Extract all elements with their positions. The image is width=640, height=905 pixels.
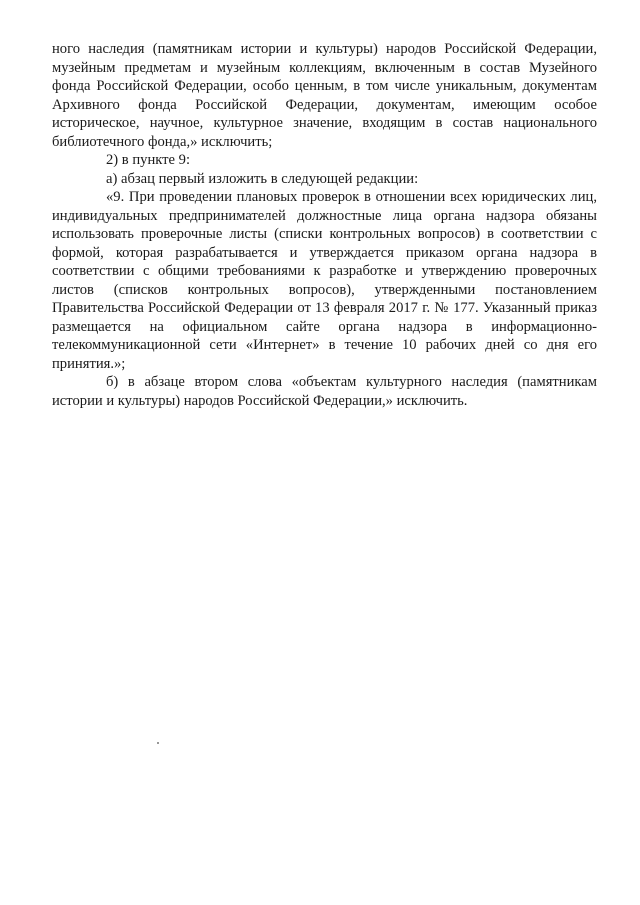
paragraph-subitem-a: а) абзац первый изложить в следующей редакции: xyxy=(106,170,419,187)
paragraph-quoted-clause-9: «9. При проведении плановых проверок в отношении всех юридических лиц, индивидуальных предпринимателей должностные лица органа надзора обязаны использовать проверочные листы (списки контрольных вопросов) в соответствии с формой, которая разрабатывается и утверждается приказом органа надзора в соответствии с общими требованиями к разработке и утверждению проверочных листов (списков контрольных вопросов), утвержденными постановлением Правительства Российской Федерации от 13 февраля 2017 г. № 177. Указанный приказ размещается на официальном сайте органа надзора в информационно-телекоммуникационной сети «Интернет» в течение 10 рабочих дней со дня его принятия.»; xyxy=(52,189,597,372)
paragraph-subitem-b: б) в абзаце втором слова «объектам культурного наследия (памятникам истории и культуры) народов Российской Федерации,» исключить. xyxy=(52,374,597,409)
scan-speck xyxy=(157,742,159,744)
paragraph-continuation: ного наследия (памятникам истории и культуры) народов Российской Федерации, музейным предметам и музейным коллекциям, включенным в состав Музейного фонда Российской Федерации, особо ценным, в том числе уникальным, документам Архивного фонда Российской Федерации, документам, имеющим особое историческое, научное, культурное значение, входящим в состав национального библиотечного фонда,» исключить; xyxy=(52,41,597,150)
paragraph-item-2: 2) в пункте 9: xyxy=(106,152,191,168)
document-body xyxy=(52,40,597,410)
